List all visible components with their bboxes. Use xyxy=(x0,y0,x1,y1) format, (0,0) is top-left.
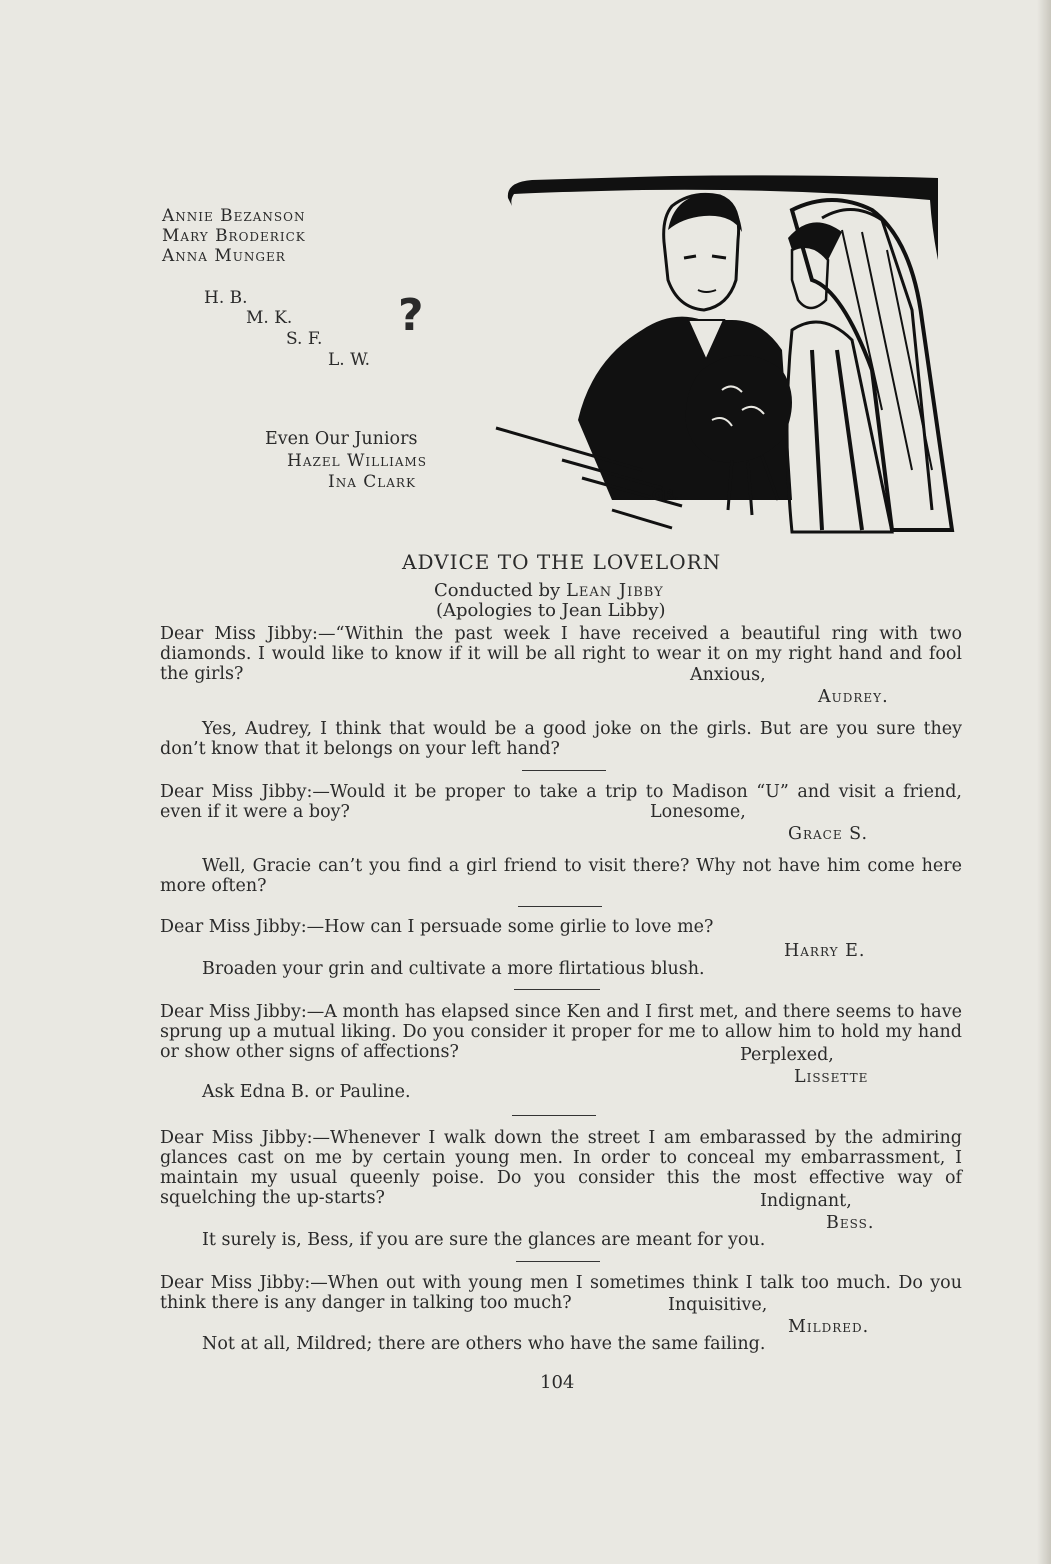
name-line: Annie Bezanson xyxy=(162,206,306,226)
page-number: 104 xyxy=(540,1372,575,1393)
reply-text: Well, Gracie can’t you find a girl friend to visit there? Why not have him come here more often? xyxy=(160,856,962,896)
letter-signature: Harry E. xyxy=(784,941,866,961)
letter-text: Dear Miss Jibby:—Would it be proper to take a trip to Madison “U” and visit a friend, even if it were a boy? xyxy=(160,782,962,822)
separator-line xyxy=(516,1261,600,1262)
page-edge xyxy=(1037,0,1051,1564)
name-line: Mary Broderick xyxy=(162,226,306,246)
column-title: ADVICE TO THE LOVELORN xyxy=(402,550,722,574)
letter-signature: Bess. xyxy=(826,1213,875,1233)
letter-text: Dear Miss Jibby:—How can I persuade some girlie to love me? xyxy=(160,917,714,937)
letter-signature: Audrey. xyxy=(818,687,889,707)
letter-text: Dear Miss Jibby:—When out with young men I sometimes think I talk too much. Do you think there is any danger in talking too much? xyxy=(160,1273,962,1313)
initial-line: S. F. xyxy=(286,329,323,349)
senior-names xyxy=(162,206,306,266)
letter-signature: Grace S. xyxy=(788,824,869,844)
artist-monogram: GB. xyxy=(652,488,680,504)
letter-text: Dear Miss Jibby:—A month has elapsed since Ken and I first met, and there seems to have sprung up a mutual liking. Do you consider it proper for me to allow him to hold my hand or show other signs of affections? xyxy=(160,1002,962,1062)
reply-text: It surely is, Bess, if you are sure the glances are meant for you. xyxy=(202,1230,766,1250)
bride-and-groom-illustration xyxy=(492,170,962,538)
junior-name: Hazel Williams xyxy=(287,451,428,471)
question-mark: ? xyxy=(398,290,424,341)
initial-line: L. W. xyxy=(328,350,371,370)
initial-line: H. B. xyxy=(204,288,248,308)
reply-text: Broaden your grin and cultivate a more flirtatious blush. xyxy=(202,959,705,979)
conducted-by xyxy=(434,580,664,601)
letter-closing: Inquisitive, xyxy=(668,1295,768,1315)
separator-line xyxy=(522,770,606,771)
juniors-heading: Even Our Juniors xyxy=(265,429,418,449)
initial-line: M. K. xyxy=(246,308,293,328)
reply-text: Yes, Audrey, I think that would be a good joke on the girls. But are you sure they don’t know that it belongs on your left hand? xyxy=(160,719,962,759)
letter-signature: Lissette xyxy=(794,1067,869,1087)
reply-text: Ask Edna B. or Pauline. xyxy=(202,1082,411,1102)
letter-closing: Lonesome, xyxy=(650,802,746,822)
apologies-line: (Apologies to Jean Libby) xyxy=(436,600,666,621)
separator-line xyxy=(514,989,600,990)
junior-name: Ina Clark xyxy=(328,472,416,492)
letter-closing: Indignant, xyxy=(760,1191,852,1211)
letter-signature: Mildred. xyxy=(788,1317,870,1337)
letter-closing: Anxious, xyxy=(690,665,766,685)
name-line: Anna Munger xyxy=(162,246,286,266)
conducted-name: Lean Jibby xyxy=(565,580,664,601)
letter-closing: Perplexed, xyxy=(740,1045,834,1065)
reply-text: Not at all, Mildred; there are others who have the same failing. xyxy=(202,1334,766,1354)
separator-line xyxy=(512,1115,596,1116)
conducted-prefix: Conducted by xyxy=(434,580,561,601)
letter-text: Dear Miss Jibby:—Whenever I walk down the street I am embarassed by the admiring glances cast on me by certain young men. In order to conceal my embarrassment, I maintain my usual queenly poise. Do you consider this the most effective way of squelching the up-starts? xyxy=(160,1128,962,1208)
letter-text: Dear Miss Jibby:—“Within the past week I have received a beautiful ring with two diamonds. I would like to know if it will be all right to wear it on my right hand and fool the girls? xyxy=(160,624,962,684)
separator-line xyxy=(518,906,602,907)
